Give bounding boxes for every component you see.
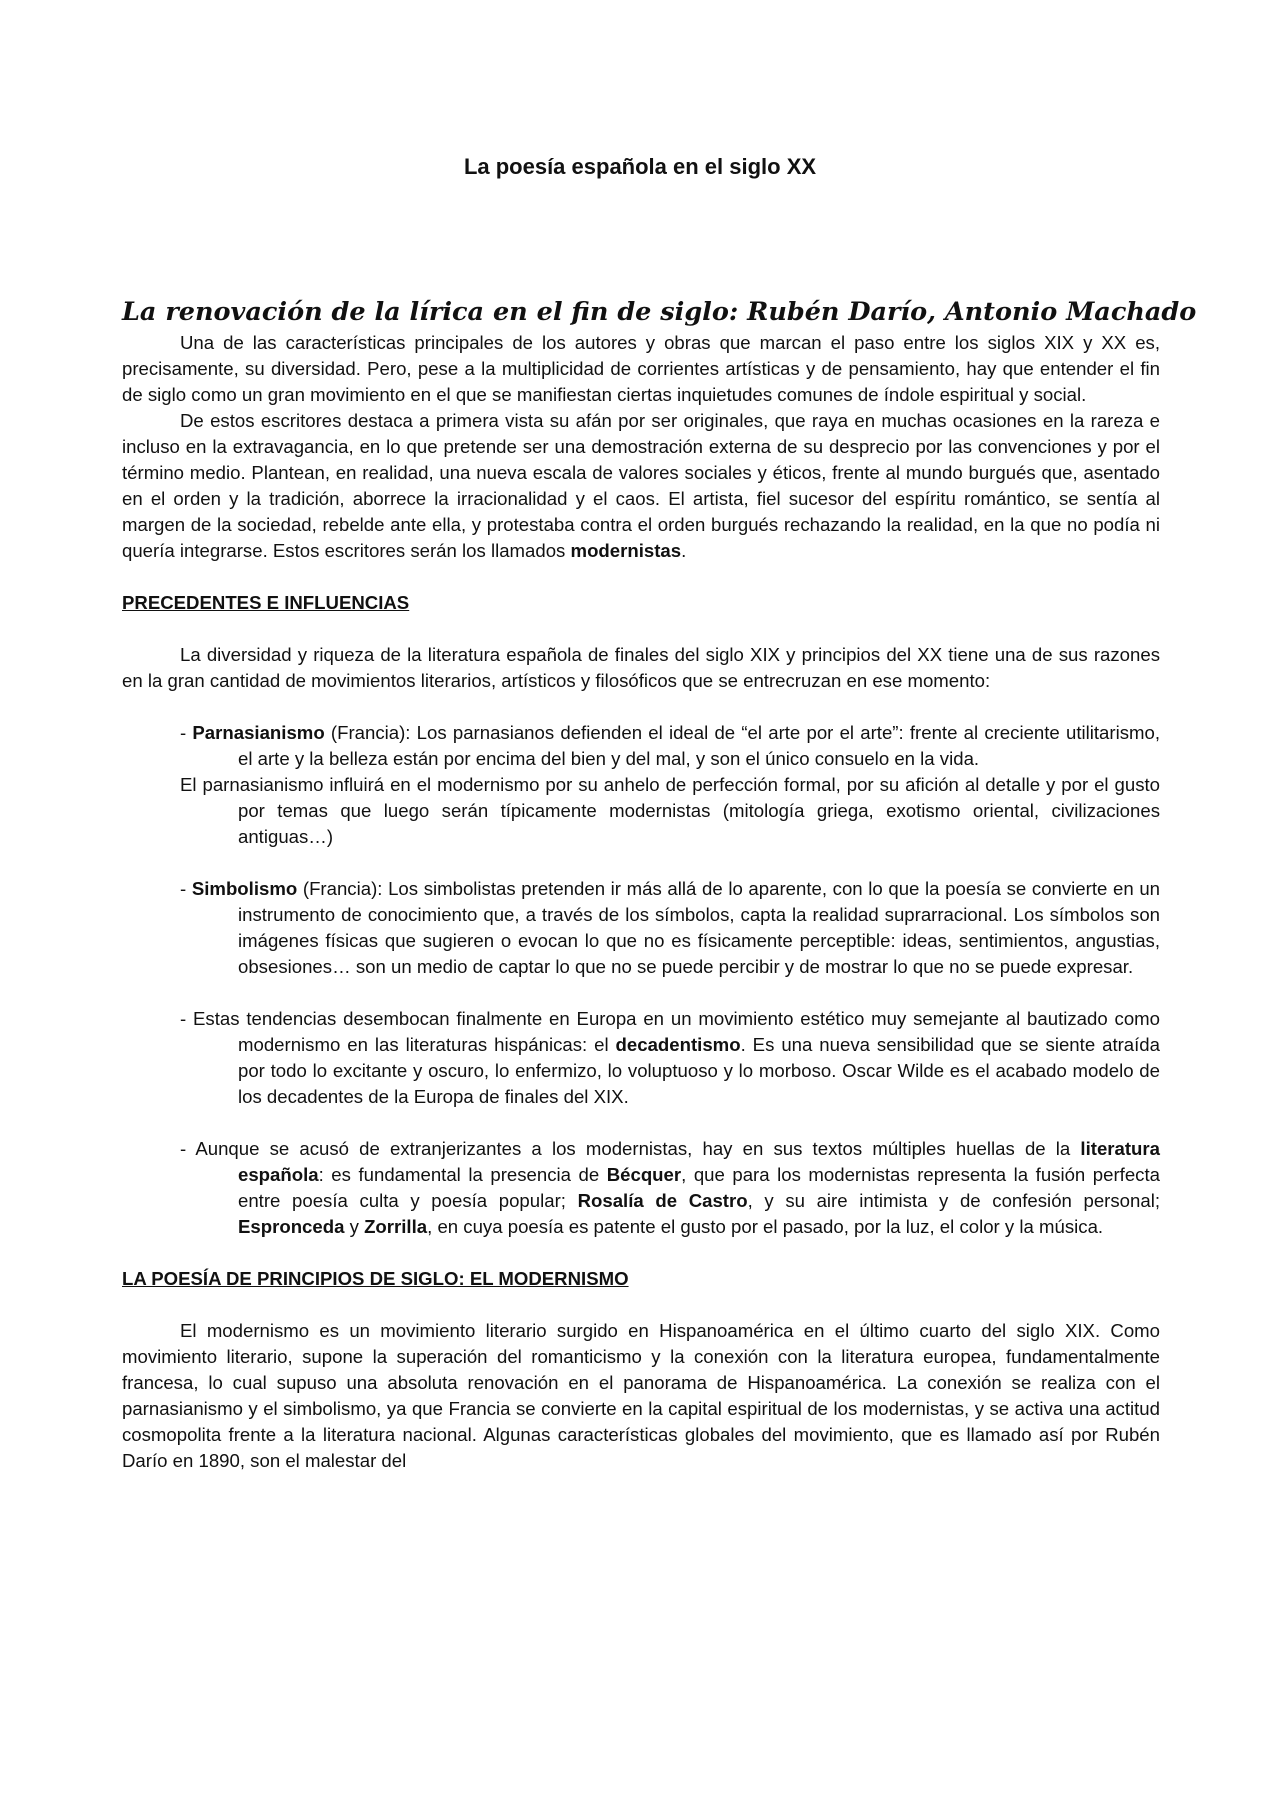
lit-text-3: , que para los modernistas representa la fusión perfecta entre poesía culta y poesía popular; (238, 1164, 1160, 1211)
intro-paragraph-1: Una de las características principales de los autores y obras que marcan el paso entre los siglos XIX y XX es, precisamente, su diversidad. Pero, pese a la multiplicidad de corrientes artísticas y de pensamiento, hay que entender el fin de siglo como un gran movimiento en el que se manifiestan ciertas inquietudes comunes de índole espiritual y social. (122, 332, 1160, 405)
modernismo-heading: LA POESÍA DE PRINCIPIOS DE SIGLO: EL MODERNISMO (122, 1268, 629, 1289)
bullet-dash: - (180, 722, 193, 743)
modernismo-paragraph: El modernismo es un movimiento literario surgido en Hispanoamérica en el último cuarto del siglo XIX. Como movimiento literario, supone la superación del romanticismo y la conexión con la literatura europea, fundamentalmente francesa, lo cual supuso una absoluta renovación en el panorama de Hispanoamérica. La conexión se realiza con el parnasianismo y el simbolismo, ya que Francia se convierte en la capital espiritual de los modernistas, y se activa una actitud cosmopolita frente a la literatura nacional. Algunas características globales del movimiento, que es llamado así por Rubén Darío en 1890, son el malestar del (122, 1320, 1160, 1471)
decadentismo-text-after: . Es una nueva sensibilidad que se siente atraída por todo lo excitante y oscuro, lo enfermizo, lo voluptuoso y lo morboso. Oscar Wilde es el acabado modelo de los decadentes de la Europa de finales del XIX. (238, 1034, 1160, 1107)
precedentes-intro: La diversidad y riqueza de la literatura española de finales del siglo XIX y principios del XX tiene una de sus razones en la gran cantidad de movimientos literarios, artísticos y filosóficos que se entrecruzan en ese momento: (122, 644, 1160, 691)
lit-bold-becquer: Bécquer (606, 1164, 682, 1185)
bullet-dash: - (180, 878, 192, 899)
document-title: La poesía española en el siglo XX (463, 154, 817, 179)
influences-list-continued (122, 876, 1160, 1240)
simbolismo-text: (Francia): Los simbolistas pretenden ir más allá de lo aparente, con lo que la poesía se convierte en un instrumento de conocimiento que, a través de los símbolos, capta la realidad suprarracional. Los símbolos son imágenes físicas que sugieren o evocan lo que no es físicamente perceptible: ideas, sentimientos, angustias, obsesiones… son un medio de captar lo que no se puede percibir y de mostrar lo que no se puede expresar. (238, 878, 1160, 977)
lit-bold-espronceda: Espronceda (238, 1216, 345, 1237)
intro-paragraph-2-text: De estos escritores destaca a primera vista su afán por ser originales, que raya en muchas ocasiones en la rareza e incluso en la extravagancia, en lo que pretende ser una demostración externa de su desprecio por las convenciones y por el término medio. Plantean, en realidad, una nueva escala de valores sociales y éticos, frente al mundo burgués que, asentado en el orden y la tradición, aborrece la irracionalidad y el caos. El artista, fiel sucesor del espíritu romántico, se sentía al margen de la sociedad, rebelde ante ella, y protestaba contra el orden burgués rechazando la realidad, en la que no podía ni quería integrarse. Estos escritores serán los llamados (122, 410, 1160, 561)
lit-bold-rosalia: Rosalía de Castro (577, 1190, 748, 1211)
list-item-parnasianismo (180, 720, 1160, 772)
influences-list (122, 720, 1160, 772)
document-body (122, 295, 1197, 1474)
lit-bold-literatura: literatura española (238, 1138, 1160, 1185)
lit-bold-zorrilla: Zorrilla (364, 1216, 428, 1237)
lit-text-6: , en cuya poesía es patente el gusto por el pasado, por la luz, el color y la música. (427, 1216, 1104, 1237)
decadentismo-term: decadentismo (615, 1034, 741, 1055)
intro-period: . (681, 540, 687, 561)
parnasianismo-note: El parnasianismo influirá en el modernismo por su anhelo de perfección formal, por su afición al detalle y por el gusto por temas que luego serán típicamente modernistas (mitología griega, exotismo oriental, civilizaciones antiguas…) (180, 774, 1160, 847)
list-item-literatura-espanola (180, 1136, 1160, 1240)
decadentismo-text-before: - Estas tendencias desembocan finalmente en Europa en un movimiento estético muy semejante al bautizado como modernismo en las literaturas hispánicas: el (180, 1008, 1160, 1055)
lit-text-4: , y su aire intimista y de confesión personal; (747, 1190, 1160, 1211)
lit-text-2: : es fundamental la presencia de (318, 1164, 607, 1185)
list-item-decadentismo (180, 1006, 1160, 1110)
parnasianismo-term: Parnasianismo (192, 722, 325, 743)
intro-paragraph-2 (122, 408, 1160, 564)
parnasianismo-text: (Francia): Los parnasianos defienden el ideal de “el arte por el arte”: frente al creciente utilitarismo, el arte y la belleza están por encima del bien y del mal, y son el único consuelo en la vida. (238, 722, 1160, 769)
lit-text-1: - Aunque se acusó de extranjerizantes a los modernistas, hay en sus textos múltiples huellas de la (180, 1138, 1081, 1159)
simbolismo-term: Simbolismo (191, 878, 298, 899)
modernistas-term: modernistas (570, 540, 682, 561)
section-heading: La renovación de la lírica en el fin de siglo: Rubén Darío, Antonio Machado (122, 297, 1197, 327)
list-item-simbolismo (180, 876, 1160, 980)
lit-text-5: y (344, 1216, 365, 1237)
precedentes-heading: PRECEDENTES E INFLUENCIAS (122, 592, 410, 613)
